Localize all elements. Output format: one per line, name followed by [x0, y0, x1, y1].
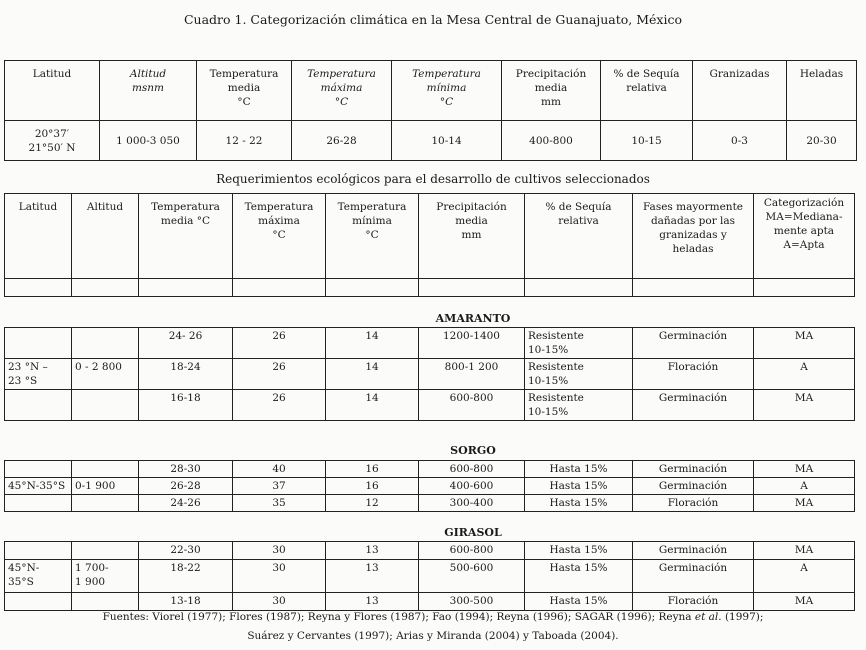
table-cell: Resistente 10-15% [525, 390, 633, 421]
cell-text: Temperatura [412, 68, 481, 80]
table-cell: 13 [326, 560, 419, 593]
table-cell: Floración [633, 593, 754, 611]
table-cell: 400-600 [419, 478, 525, 495]
table-cell: Floración [633, 495, 754, 512]
cell-latitude [5, 461, 72, 478]
sources-footnote [0, 608, 866, 646]
cell-text: Altitud [129, 68, 167, 80]
table-cell: 26 [233, 359, 326, 390]
table-cell: 400-800 [502, 121, 601, 161]
cell-text: Temperatura [337, 201, 407, 213]
column-header [5, 61, 100, 121]
table-cell: 26 [233, 328, 326, 359]
table-cell: Germinación [633, 478, 754, 495]
table-cell: Germinación [633, 542, 754, 560]
crop-table-sorgo [4, 460, 855, 512]
table-cell: Resistente 10-15% [525, 359, 633, 390]
cell-text: media [534, 82, 568, 94]
cell-text: Granizadas [709, 68, 770, 80]
cell-text: Temperatura [209, 68, 279, 80]
table-row [5, 542, 855, 560]
table-row [5, 560, 855, 593]
table-row [5, 359, 855, 390]
table-cell: Hasta 15% [525, 593, 633, 611]
crop-table-amaranto [4, 327, 855, 421]
cell-text: Precipitación [515, 68, 587, 80]
column-header [633, 194, 754, 279]
cell-text: MA=Mediana- [765, 211, 843, 223]
cell-text: mínima [426, 82, 467, 94]
table-cell: 16 [326, 461, 419, 478]
column-header [419, 194, 525, 279]
cell-text: mm [461, 229, 482, 241]
climate-table [4, 60, 857, 161]
table-cell: 16-18 [139, 390, 233, 421]
column-header [601, 61, 693, 121]
table-cell: MA [754, 542, 855, 560]
table-cell: 26-28 [139, 478, 233, 495]
table-cell: 35 [233, 495, 326, 512]
cell-text: Latitud [32, 68, 72, 80]
cell-altitude: 1 700- 1 900 [72, 560, 139, 593]
cell-text: °C [334, 96, 349, 108]
cell-text: mente apta [773, 225, 835, 237]
column-header [292, 61, 392, 121]
table-cell: 30 [233, 593, 326, 611]
table-cell: A [754, 560, 855, 593]
cell-altitude [72, 390, 139, 421]
cell-text: Temperatura [307, 68, 376, 80]
table-cell: 20-30 [787, 121, 857, 161]
table-cell: 10-14 [392, 121, 502, 161]
subtitle: Requerimientos ecológicos para el desarrollo de cultivos seleccionados [216, 172, 650, 186]
cell-latitude [5, 495, 72, 512]
table-row [5, 328, 855, 359]
table-cell: 14 [326, 328, 419, 359]
column-header [100, 61, 197, 121]
cell-latitude [5, 542, 72, 560]
requirements-header-table [4, 193, 855, 297]
cell-text: % de Sequía [613, 68, 680, 80]
cell-latitude [5, 121, 100, 161]
cell-altitude [72, 461, 139, 478]
table-cell: A [754, 359, 855, 390]
cell-text: °C [365, 229, 379, 241]
table-cell: Germinación [633, 560, 754, 593]
cell-text: 21°50′ N [28, 141, 76, 154]
table-cell: 30 [233, 560, 326, 593]
table-row [5, 390, 855, 421]
table-cell: 22-30 [139, 542, 233, 560]
table-cell: Resistente 10-15% [525, 328, 633, 359]
table-cell: 12 - 22 [197, 121, 292, 161]
cell-altitude: 0 - 2 800 [72, 359, 139, 390]
table-cell: 16 [326, 478, 419, 495]
table-cell: 10-15 [601, 121, 693, 161]
table-cell: Hasta 15% [525, 542, 633, 560]
table-cell: 1200-1400 [419, 328, 525, 359]
cell-text: A=Apta [783, 239, 825, 251]
cell-text: media [455, 215, 488, 227]
column-header [754, 194, 855, 279]
footnote-text: Fuentes: Viorel (1977); Flores (1987); Reyna y Flores (1987); Fao (1994); Reyna (1996); SAGAR (1996); Reyna [102, 611, 695, 623]
table-cell: Germinación [633, 390, 754, 421]
table-cell: 600-800 [419, 390, 525, 421]
column-header [392, 61, 502, 121]
cell-text: msnm [131, 82, 165, 94]
table-cell: 13 [326, 593, 419, 611]
cell-text: dañadas por las [650, 215, 736, 227]
column-header [72, 194, 139, 279]
cell-text: mm [541, 96, 561, 108]
table-cell: 14 [326, 390, 419, 421]
cell-latitude [5, 390, 72, 421]
crop-table-girasol [4, 541, 855, 611]
table-cell: MA [754, 593, 855, 611]
table-cell: Germinación [633, 328, 754, 359]
table-title: Cuadro 1. Categorización climática en la Mesa Central de Guanajuato, México [183, 12, 683, 27]
footnote-text: Suárez y Cervantes (1997); Arias y Miranda (2004) y Taboada (2004). [247, 630, 619, 642]
cell-text: relativa [626, 82, 667, 94]
cell-latitude [5, 328, 72, 359]
cell-text: Temperatura [151, 201, 220, 213]
cell-text: Altitud [86, 201, 124, 213]
cell-text: Categorización [763, 197, 845, 209]
table-cell: 18-24 [139, 359, 233, 390]
table-cell: 40 [233, 461, 326, 478]
table-cell: MA [754, 461, 855, 478]
table-cell: 1 000-3 050 [100, 121, 197, 161]
table-cell: 37 [233, 478, 326, 495]
column-header [5, 194, 72, 279]
cell-text: heladas [672, 243, 714, 255]
crop-section-title: SORGO [450, 444, 496, 457]
cell-altitude [72, 542, 139, 560]
table-cell: Floración [633, 359, 754, 390]
column-header [787, 61, 857, 121]
cell-text: Heladas [799, 68, 844, 80]
table-cell: 26-28 [292, 121, 392, 161]
table-cell: 24- 26 [139, 328, 233, 359]
cell-text: Precipitación [436, 201, 507, 213]
table-cell: 24-26 [139, 495, 233, 512]
table-cell: 300-500 [419, 593, 525, 611]
table-cell: 0-3 [693, 121, 787, 161]
table-cell: 28-30 [139, 461, 233, 478]
table-cell: 500-600 [419, 560, 525, 593]
cell-altitude: 0-1 900 [72, 478, 139, 495]
cell-latitude: 23 °N – 23 °S [5, 359, 72, 390]
column-header [502, 61, 601, 121]
cell-text: Temperatura [244, 201, 314, 213]
column-header [139, 194, 233, 279]
crop-section-title: GIRASOL [444, 526, 502, 539]
table-cell: 300-400 [419, 495, 525, 512]
table-cell: MA [754, 328, 855, 359]
cell-altitude [72, 328, 139, 359]
crop-section-title: AMARANTO [435, 312, 511, 325]
table-cell: MA [754, 495, 855, 512]
table-cell: 30 [233, 542, 326, 560]
cell-text: 20°37′ [34, 127, 70, 140]
table-row [5, 495, 855, 512]
table-cell: 13 [326, 542, 419, 560]
table-cell: Germinación [633, 461, 754, 478]
cell-text: relativa [558, 215, 599, 227]
cell-altitude [72, 495, 139, 512]
column-header [197, 61, 292, 121]
cell-text: % de Sequía [545, 201, 612, 213]
table-row [5, 478, 855, 495]
table-cell: Hasta 15% [525, 560, 633, 593]
cell-text: máxima [258, 215, 300, 227]
table-cell: Hasta 15% [525, 495, 633, 512]
cell-text: mínima [352, 215, 392, 227]
footnote-etal: et al. [694, 611, 722, 623]
column-header [233, 194, 326, 279]
cell-text: media [227, 82, 261, 94]
cell-text: Fases mayormente [642, 201, 744, 213]
cell-text: °C [237, 96, 251, 108]
table-cell: 18-22 [139, 560, 233, 593]
cell-latitude: 45°N- 35°S [5, 560, 72, 593]
cell-text: °C [439, 96, 454, 108]
table-cell: 26 [233, 390, 326, 421]
column-header [693, 61, 787, 121]
table-cell: 600-800 [419, 542, 525, 560]
cell-text: °C [272, 229, 286, 241]
table-cell: A [754, 478, 855, 495]
table-cell: MA [754, 390, 855, 421]
table-cell: 600-800 [419, 461, 525, 478]
cell-text: media °C [160, 215, 211, 227]
footnote-text: (1997); [721, 611, 764, 623]
table-cell: Hasta 15% [525, 461, 633, 478]
table-cell: 13-18 [139, 593, 233, 611]
column-header [326, 194, 419, 279]
cell-text: granizadas y [659, 229, 727, 241]
cell-text: máxima [320, 82, 363, 94]
cell-latitude: 45°N-35°S [5, 478, 72, 495]
column-header [525, 194, 633, 279]
table-row [5, 461, 855, 478]
table-cell: 800-1 200 [419, 359, 525, 390]
cell-text: Latitud [18, 201, 58, 213]
table-cell: Hasta 15% [525, 478, 633, 495]
table-cell: 14 [326, 359, 419, 390]
table-cell: 12 [326, 495, 419, 512]
